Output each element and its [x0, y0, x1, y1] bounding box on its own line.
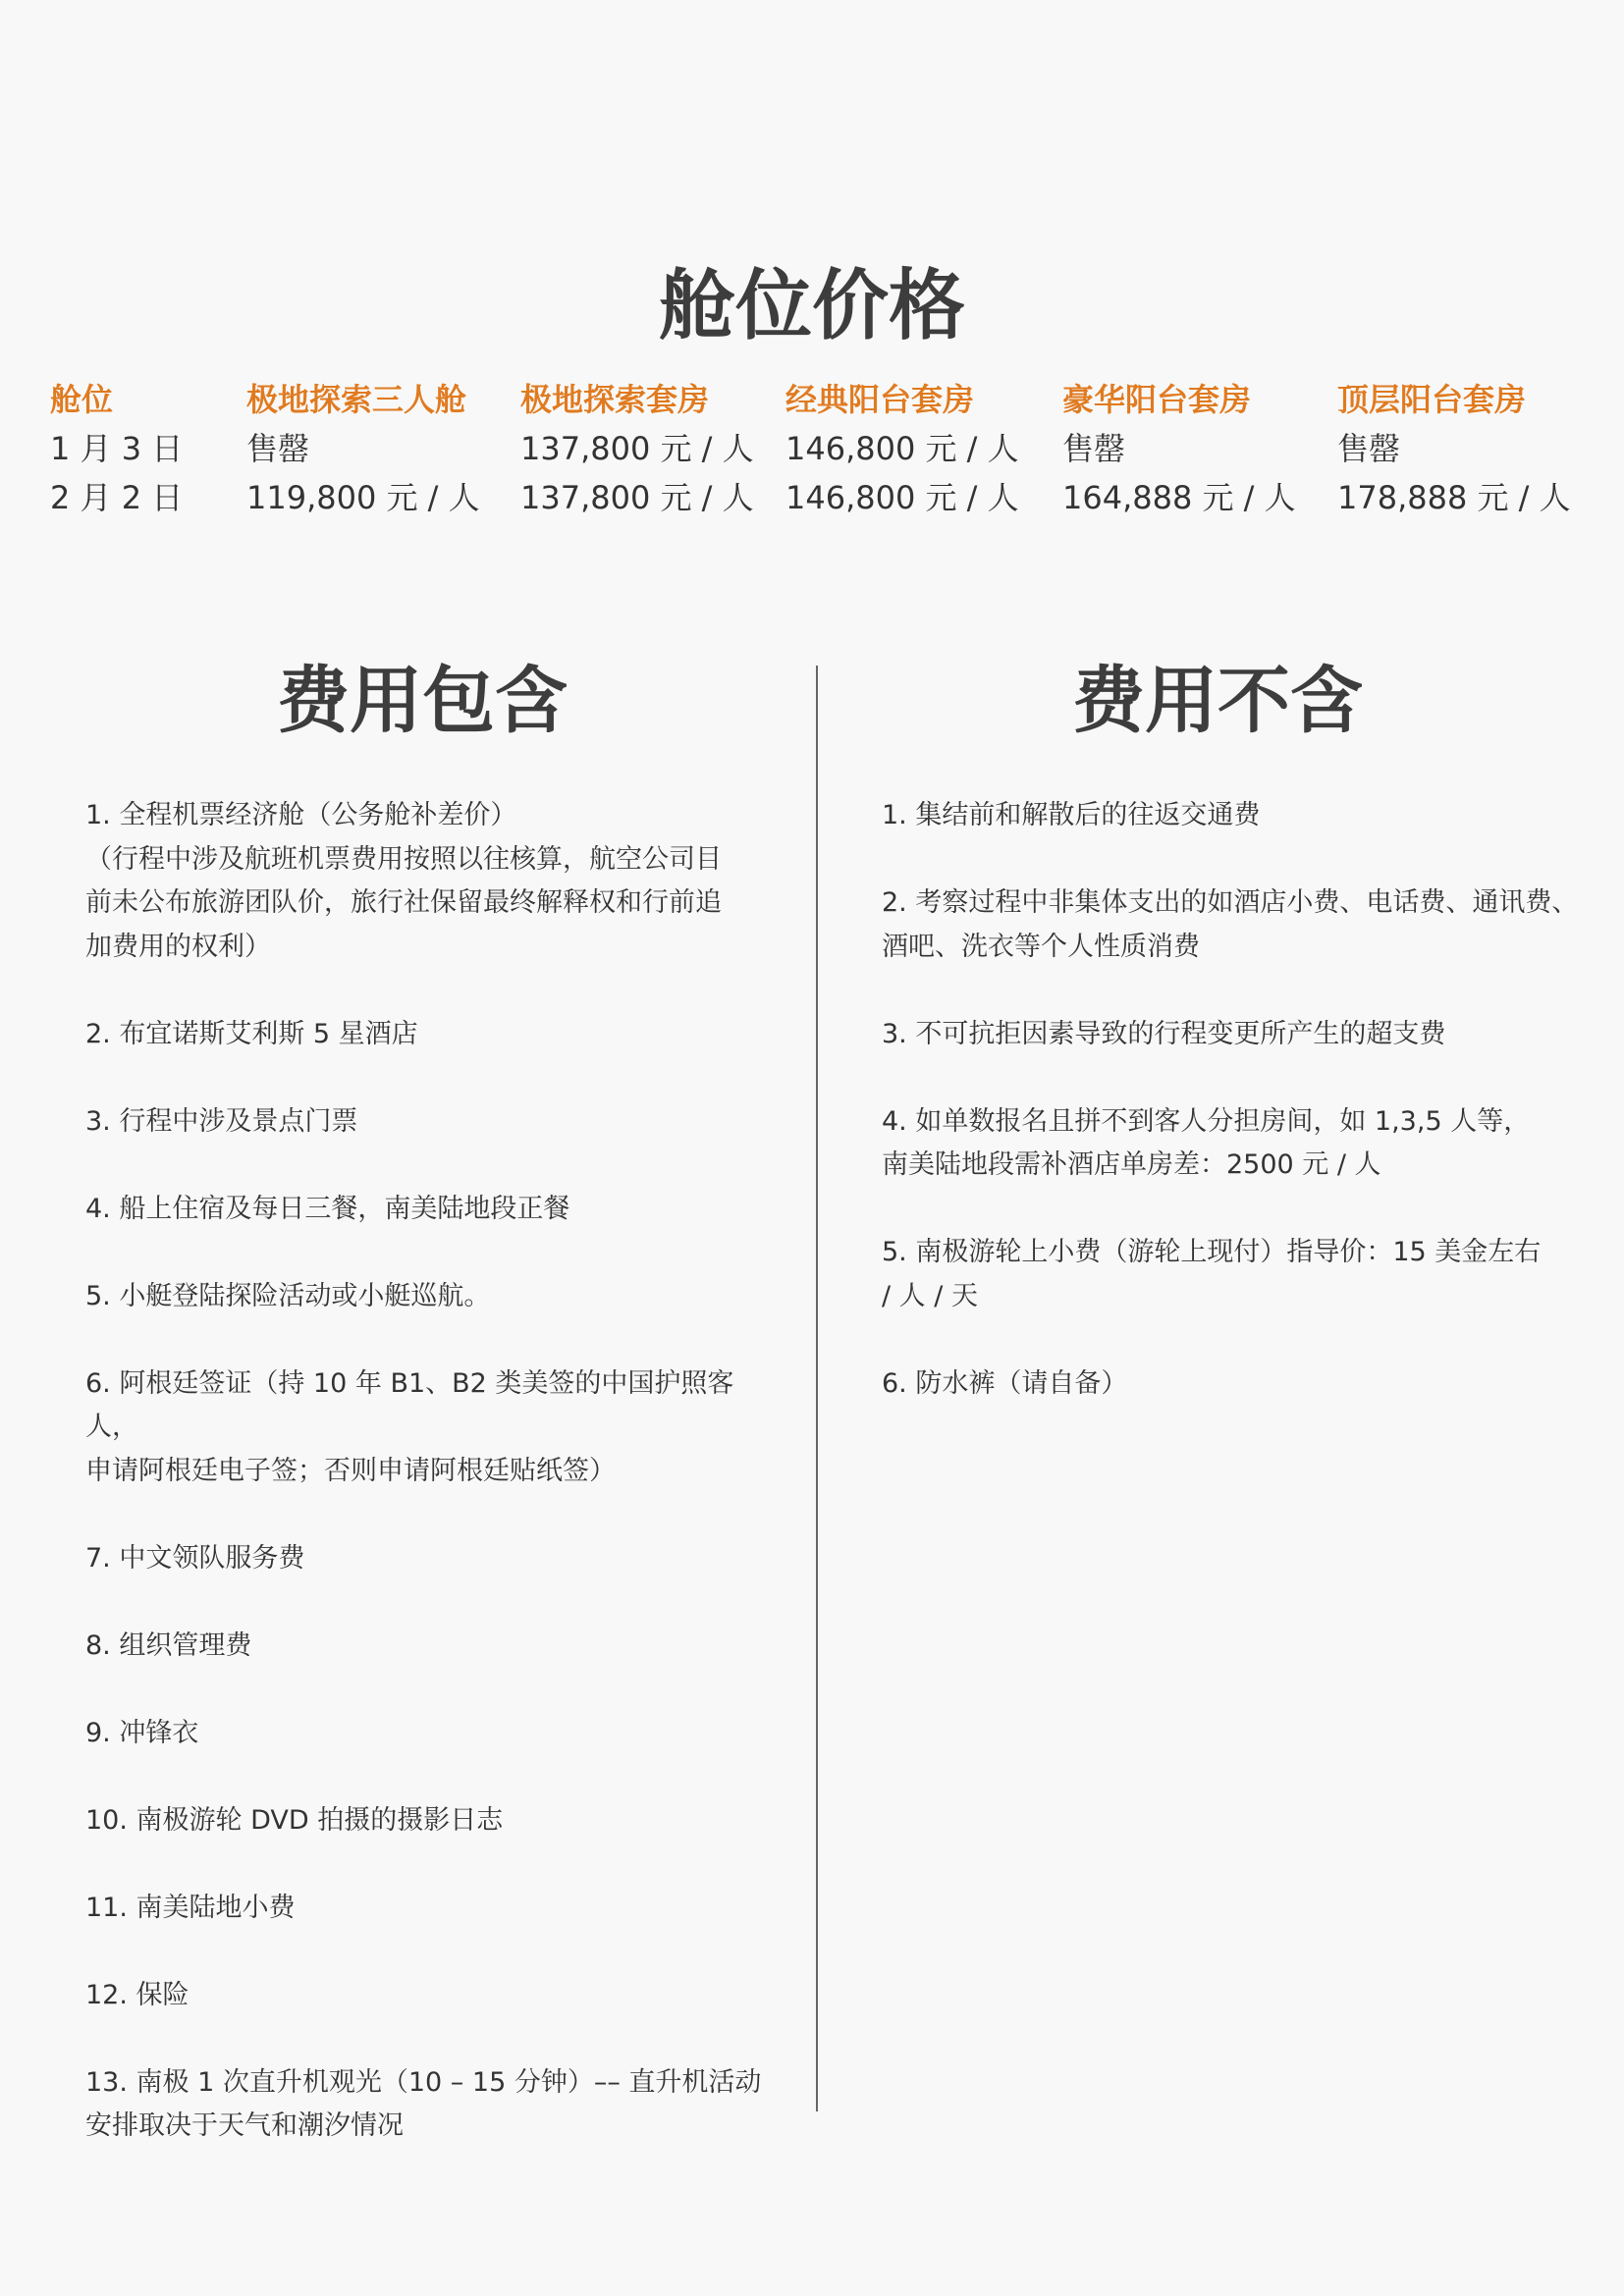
price-cell: 售罄 — [1337, 430, 1401, 467]
price-cell: 137,800 元 / 人 — [520, 479, 754, 516]
list-item: 8. 组织管理费 — [85, 1629, 252, 1661]
row-date: 2 月 2 日 — [50, 479, 184, 516]
price-cell: 售罄 — [1062, 430, 1126, 467]
header-polar-triple: 极地探索三人舱 — [246, 381, 467, 418]
list-item: 2. 考察过程中非集体支出的如酒店小费、电话费、通讯费、 酒吧、洗衣等个人性质消费 — [882, 887, 1579, 962]
included-title: 费用包含 — [277, 659, 568, 743]
price-cell: 146,800 元 / 人 — [785, 479, 1019, 516]
price-cell: 137,800 元 / 人 — [520, 430, 754, 467]
column-divider — [816, 666, 818, 2111]
price-cell: 178,888 元 / 人 — [1337, 479, 1571, 516]
list-item: 3. 行程中涉及景点门票 — [85, 1105, 358, 1137]
list-item: 10. 南极游轮 DVD 拍摄的摄影日志 — [85, 1804, 504, 1836]
list-item: 5. 南极游轮上小费（游轮上现付）指导价：15 美金左右 / 人 / 天 — [882, 1237, 1542, 1311]
list-item: 5. 小艇登陆探险活动或小艇巡航。 — [85, 1280, 491, 1311]
list-item: 4. 如单数报名且拼不到客人分担房间，如 1,3,5 人等， 南美陆地段需补酒店单房差：2500 元 / 人 — [882, 1105, 1531, 1180]
price-cell: 164,888 元 / 人 — [1062, 479, 1296, 516]
price-cell: 146,800 元 / 人 — [785, 430, 1019, 467]
list-item: 2. 布宜诺斯艾利斯 5 星酒店 — [85, 1018, 418, 1049]
list-item: 1. 集结前和解散后的往返交通费 — [882, 800, 1261, 830]
header-polar-suite: 极地探索套房 — [520, 381, 710, 418]
list-item: 7. 中文领队服务费 — [85, 1542, 305, 1574]
list-item: 13. 南极 1 次直升机观光（10 – 15 分钟）–– 直升机活动 安排取决于天气和潮汐情况 — [85, 2066, 762, 2141]
list-item: 1. 全程机票经济舱（公务舱补差价） （行程中涉及航班机票费用按照以往核算，航空公司目 前未公布旅游团队价，旅行社保留最终解释权和行前追 加费用的权利） — [85, 800, 722, 962]
row-date: 1 月 3 日 — [50, 430, 184, 467]
page-title: 舱位价格 — [658, 262, 965, 350]
list-item: 6. 防水裤（请自备） — [882, 1367, 1128, 1399]
excluded-title: 费用不含 — [1072, 659, 1363, 743]
list-item: 11. 南美陆地小费 — [85, 1892, 296, 1923]
price-cell: 售罄 — [246, 430, 310, 467]
included-list — [85, 794, 773, 2192]
excluded-list — [882, 794, 1579, 1450]
list-item: 12. 保险 — [85, 1979, 189, 2010]
header-top-balcony: 顶层阳台套房 — [1337, 381, 1527, 418]
list-item: 9. 冲锋衣 — [85, 1717, 199, 1748]
list-item: 3. 不可抗拒因素导致的行程变更所产生的超支费 — [882, 1018, 1446, 1049]
header-cabin: 舱位 — [50, 381, 114, 418]
list-item: 6. 阿根廷签证（持 10 年 B1、B2 类美签的中国护照客人， 申请阿根廷电子签；否则申请阿根廷贴纸签） — [85, 1367, 734, 1486]
list-item: 4. 船上住宿及每日三餐，南美陆地段正餐 — [85, 1193, 570, 1224]
header-deluxe-balcony: 豪华阳台套房 — [1062, 381, 1252, 418]
price-cell: 119,800 元 / 人 — [246, 479, 480, 516]
header-classic-balcony: 经典阳台套房 — [785, 381, 975, 418]
